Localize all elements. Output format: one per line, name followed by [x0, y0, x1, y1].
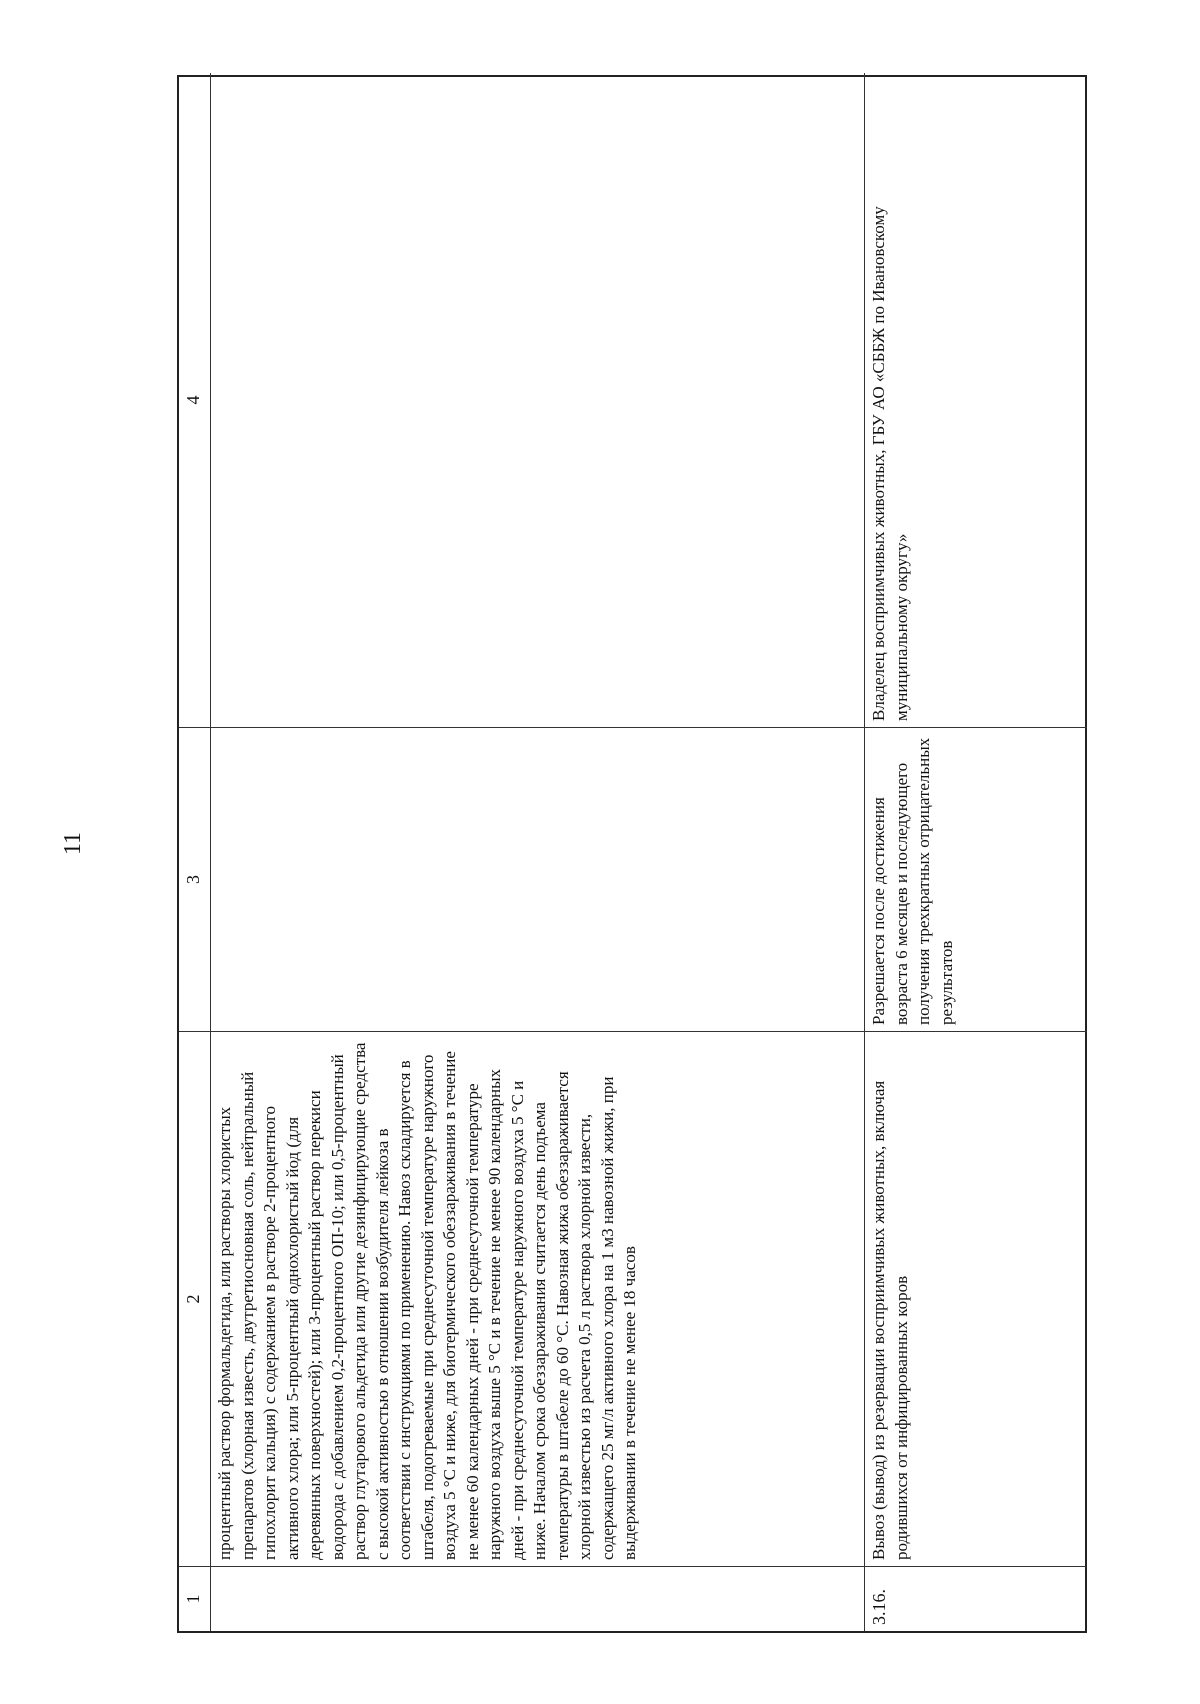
- table-header-col3: 3: [179, 727, 211, 1031]
- table-header-col4: 4: [179, 73, 211, 727]
- measures-table: [177, 75, 1087, 1633]
- table-row-1-col2: процентный раствор формальдегида, или растворы хлористых препаратов (хлорная известь, двутретиосновная соль, нейтральный гипохлорит кальция) с содержанием в растворе 2-процентного активного хлора; или 5-процентный однохлористый йод (для деревянных поверхностей); или 3-процентный раствор перекиси водорода с добавлением 0,2-процентного ОП-10; или 0,5-процентный раствор глутарового альдегида или другие дезинфицирующие средства с высокой активностью в отношении возбудителя лейкоза в соответствии с инструкциями по применению. Навоз складируется в штабеля, подогреваемые при среднесуточной температуре наружного воздуха 5 °С и ниже, для биотермического обеззараживания в течение не менее 60 календарных дней - при среднесуточной температуре наружного воздуха выше 5 °С и в течение не менее 90 календарных дней - при среднесуточной температуре наружного воздуха 5 °С и ниже. Началом срока обеззараживания считается день подъема температуры в штабеле до 60 °С. Навозная жижа обеззараживается хлорной известью из расчета 0,5 л раствора хлорной извести, содержащего 25 мг/л активного хлора на 1 м3 навозной жижи, при выдерживании в течение не менее 18 часов: [211, 1031, 865, 1566]
- table-row-2-col3: Разрешается после достижения возраста 6 месяцев и последующего получения трехкратных отрицательных результатов: [865, 727, 1087, 1031]
- table-row-2-col1: 3.16.: [865, 1566, 1087, 1631]
- table-row-1-col3: [211, 727, 865, 1031]
- table-row-1-col4: [211, 73, 865, 727]
- table-wrapper: [177, 75, 1087, 1633]
- page-number: 11: [60, 831, 87, 856]
- table-row-2-col2: Вывоз (вывод) из резервации восприимчивых животных, включая родившихся от инфицированных коров: [865, 1031, 1087, 1566]
- table-row-2-col4: Владелец восприимчивых животных, ГБУ АО «СББЖ по Ивановскому муниципальному округу»: [869, 206, 911, 721]
- table-header-col1: 1: [179, 1566, 211, 1631]
- table-header-col2: 2: [179, 1031, 211, 1566]
- table-row-1-col1: [211, 1566, 865, 1631]
